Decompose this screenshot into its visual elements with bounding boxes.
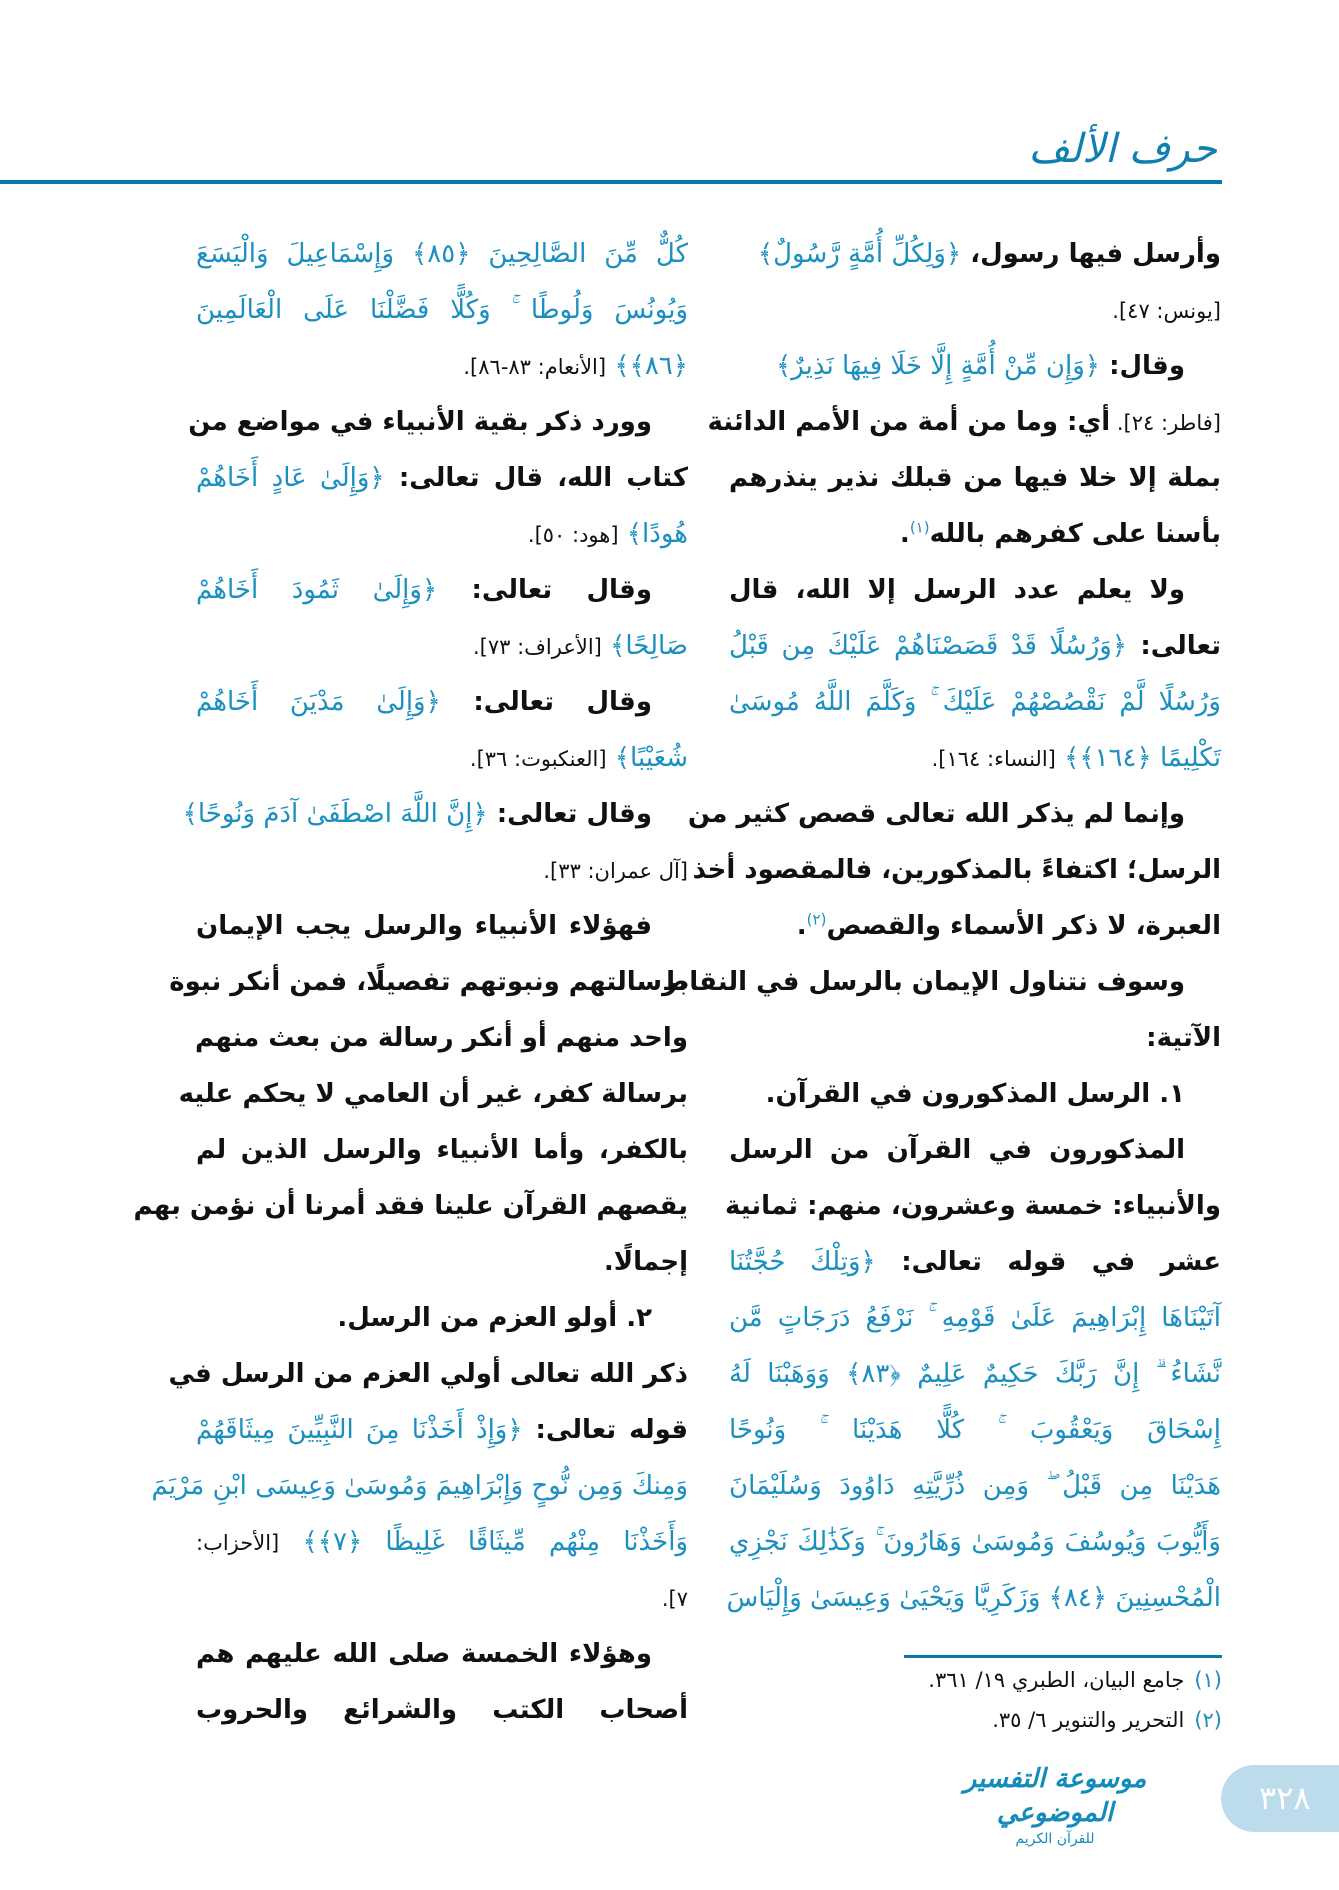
text-line <box>196 1010 688 1066</box>
body-text: بالكفر، وأما الأنبياء والرسل الذين لم <box>196 1135 688 1165</box>
page-number: ٣٢٨ <box>1221 1765 1339 1832</box>
quran-verse: هَدَيْنَا مِن قَبْلُ ۖ وَمِن ذُرِّيَّتِهِ دَاوُودَ وَسُلَيْمَانَ <box>729 1471 1221 1501</box>
verse-reference: [الأعراف: ٧٣]. <box>472 635 602 659</box>
body-text: وقال تعالى: <box>437 575 652 605</box>
quran-verse: وَمِنكَ وَمِن نُّوحٍ وَإِبْرَاهِيمَ وَمُوسَىٰ وَعِيسَى ابْنِ مَرْيَمَ <box>151 1471 688 1501</box>
body-text: ولا يعلم عدد الرسل إلا الله، قال <box>729 575 1185 605</box>
text-line <box>196 1514 688 1570</box>
text-line <box>196 1682 688 1738</box>
quran-verse: ﴿وَإِذْ أَخَذْنَا مِنَ النَّبِيِّينَ مِيثَاقَهُمْ <box>196 1415 523 1445</box>
text-line <box>729 226 1221 282</box>
footnote-2 <box>992 1708 1222 1732</box>
text-line <box>196 1234 688 1290</box>
text-line <box>196 842 688 898</box>
quran-verse: آتَيْنَاهَا إِبْرَاهِيمَ عَلَىٰ قَوْمِهِ ۚ نَرْفَعُ دَرَجَاتٍ مَّن <box>729 1303 1221 1333</box>
body-text: المذكورون في القرآن من الرسل <box>729 1135 1185 1165</box>
text-line <box>196 226 688 282</box>
text-line <box>729 730 1221 786</box>
text-line <box>729 506 1221 562</box>
body-text: الرسل؛ اكتفاءً بالمذكورين، فالمقصود أخذ <box>692 855 1221 885</box>
quran-verse: إِسْحَاقَ وَيَعْقُوبَ ۚ كُلًّا هَدَيْنَا ۚ وَنُوحًا <box>729 1415 1221 1445</box>
body-text: ٢. أولو العزم من الرسل. <box>337 1303 652 1333</box>
quran-verse: ﴿وَإِلَىٰ مَدْيَنَ أَخَاهُمْ <box>196 687 441 717</box>
body-text: برسالة كفر، غير أن العامي لا يحكم عليه <box>178 1079 688 1109</box>
quran-verse: ﴿وَتِلْكَ حُجَّتُنَا <box>729 1247 876 1277</box>
body-text: يقصهم القرآن علينا فقد أمرنا أن نؤمن بهم <box>133 1191 688 1221</box>
quran-verse: ﴿وَإِن مِّنْ أُمَّةٍ إِلَّا خَلَا فِيهَا نَذِيرٌ﴾ <box>776 351 1101 381</box>
quran-verse: نَّشَاءُ ۗ إِنَّ رَبَّكَ حَكِيمٌ عَلِيمٌ ﴿٨٣﴾ وَوَهَبْنَا لَهُ <box>729 1359 1222 1389</box>
body-text: ١. الرسل المذكورون في القرآن. <box>765 1079 1185 1109</box>
text-line <box>729 1234 1221 1290</box>
chapter-title: حرف الألف <box>1028 126 1217 172</box>
text-line <box>196 282 688 338</box>
verse-reference: [فاطر: ٢٤]. <box>1110 411 1221 435</box>
text-line <box>182 786 688 842</box>
quran-verse: ﴿وَإِلَىٰ عَادٍ أَخَاهُمْ <box>196 463 385 493</box>
body-text: عشر في قوله تعالى: <box>875 1247 1221 1277</box>
body-text: واحد منهم أو أنكر رسالة من بعث منهم <box>194 1023 688 1053</box>
footnote-text: جامع البيان، الطبري ١٩/ ٣٦١. <box>928 1668 1185 1692</box>
header-divider <box>0 180 1222 184</box>
quran-verse: وَأَخَذْنَا مِنْهُم مِّيثَاقًا غَلِيظًا ﴿٧﴾﴾ <box>279 1527 689 1557</box>
quran-verse: وَيُونُسَ وَلُوطًا ۚ وَكُلًّا فَضَّلْنَا عَلَى الْعَالَمِينَ <box>196 295 688 325</box>
body-text: تعالى: <box>1127 631 1221 661</box>
logo-subtitle: للقرآن الكريم <box>1015 1831 1095 1847</box>
quran-verse: هُودًا﴾ <box>618 519 688 549</box>
quran-verse: الْمُحْسِنِينَ ﴿٨٤﴾ وَزَكَرِيَّا وَيَحْيَىٰ وَعِيسَىٰ وَإِلْيَاسَ <box>726 1583 1221 1613</box>
text-line <box>196 338 688 394</box>
body-text: إجمالًا. <box>603 1247 688 1277</box>
footnote-number: (٢) <box>1194 1708 1222 1732</box>
text-line <box>662 954 1221 1010</box>
body-text: فهؤلاء الأنبياء والرسل يجب الإيمان <box>196 911 652 941</box>
footnote-marker: (١) <box>909 518 930 537</box>
text-line <box>729 282 1221 338</box>
footnote-separator <box>904 1655 1222 1658</box>
text-line <box>196 562 688 618</box>
text-line <box>729 674 1221 730</box>
quran-verse: ﴿٨٦﴾﴾ <box>606 351 688 381</box>
quran-verse: ﴿إِنَّ اللَّهَ اصْطَفَىٰ آدَمَ وَنُوحًا﴾ <box>182 799 488 829</box>
body-text: وقال تعالى: <box>487 799 652 829</box>
text-line <box>729 338 1221 394</box>
verse-reference: ٧]. <box>661 1587 688 1611</box>
text-line <box>729 1010 1221 1066</box>
body-text: بأسنا على كفرهم بالله <box>929 519 1221 549</box>
quran-verse: وَرُسُلًا لَّمْ نَقْصُصْهُمْ عَلَيْكَ ۚ وَكَلَّمَ اللَّهُ مُوسَىٰ <box>729 687 1221 717</box>
body-text: وإنما لم يذكر الله تعالى قصص كثير من <box>687 799 1185 829</box>
text-line <box>196 1122 688 1178</box>
quran-verse: صَالِحًا﴾ <box>601 631 688 661</box>
text-line <box>196 674 688 730</box>
body-text: برسالتهم ونبوتهم تفصيلًا، فمن أنكر نبوة <box>169 967 688 997</box>
text-line <box>729 898 1221 954</box>
text-line <box>196 898 688 954</box>
footnote-text: التحرير والتنوير ٦/ ٣٥. <box>992 1708 1185 1732</box>
text-line <box>729 1066 1221 1122</box>
body-text: والأنبياء: خمسة وعشرون، منهم: ثمانية <box>724 1191 1221 1221</box>
text-line <box>729 1122 1221 1178</box>
text-line <box>196 1290 688 1346</box>
footnote-marker: (٢) <box>806 910 827 929</box>
body-text: وقال تعالى: <box>440 687 652 717</box>
text-line <box>196 506 688 562</box>
text-line <box>707 394 1221 450</box>
encyclopedia-logo <box>934 1762 1176 1848</box>
body-text: وسوف نتناول الإيمان بالرسل في النقاط <box>662 967 1185 997</box>
quran-verse: تَكْلِيمًا ﴿١٦٤﴾﴾ <box>1055 743 1221 773</box>
verse-reference: [الأحزاب: <box>196 1531 280 1555</box>
text-line <box>724 1178 1221 1234</box>
verse-reference: [الأنعام: ٨٣-٨٦]. <box>463 355 607 379</box>
verse-reference: [النساء: ١٦٤]. <box>931 747 1056 771</box>
verse-reference: [يونس: ٤٧]. <box>1112 299 1221 323</box>
body-text: أصحاب الكتب والشرائع والحروب <box>196 1695 688 1725</box>
text-line <box>729 1290 1221 1346</box>
text-line <box>729 562 1221 618</box>
verse-reference: [هود: ٥٠]. <box>527 523 619 547</box>
text-line <box>168 1346 688 1402</box>
text-line <box>133 1178 688 1234</box>
right-text-column <box>662 226 1222 1626</box>
text-line <box>196 450 688 506</box>
text-line <box>729 1402 1221 1458</box>
quran-verse: ﴿وَرُسُلًا قَدْ قَصَصْنَاهُمْ عَلَيْكَ مِن قَبْلُ <box>729 631 1128 661</box>
body-text: وهؤلاء الخمسة صلى الله عليهم هم <box>196 1639 652 1669</box>
text-line <box>692 842 1221 898</box>
body-text: كتاب الله، قال تعالى: <box>384 463 688 493</box>
body-text: وورد ذكر بقية الأنبياء في مواضع من <box>188 407 652 437</box>
quran-verse: كُلٌّ مِّنَ الصَّالِحِينَ ﴿٨٥﴾ وَإِسْمَاعِيلَ وَالْيَسَعَ <box>196 239 688 269</box>
quran-verse: ﴿وَإِلَىٰ ثَمُودَ أَخَاهُمْ <box>196 575 438 605</box>
quran-verse: وَأَيُّوبَ وَيُوسُفَ وَمُوسَىٰ وَهَارُونَ ۚ وَكَذَٰلِكَ نَجْزِي <box>729 1527 1221 1557</box>
text-line <box>196 730 688 786</box>
verse-reference: [آل عمران: ٣٣]. <box>543 859 688 883</box>
body-text: ذكر الله تعالى أولي العزم من الرسل في <box>168 1359 688 1389</box>
quran-verse: شُعَيْبًا﴾ <box>606 743 688 773</box>
body-text: قوله تعالى: <box>522 1415 688 1445</box>
text-line <box>151 1458 688 1514</box>
body-text: أي: وما من أمة من الأمم الدائنة <box>707 407 1111 437</box>
text-line <box>687 786 1221 842</box>
body-text: . <box>796 911 807 941</box>
left-text-column <box>133 226 689 1738</box>
body-text: الآتية: <box>1146 1023 1221 1053</box>
text-line <box>196 618 688 674</box>
body-text: وقال: <box>1100 351 1185 381</box>
text-line <box>196 1570 688 1626</box>
footnote-number: (١) <box>1194 1668 1222 1692</box>
text-line <box>726 1570 1221 1626</box>
logo-title: موسوعة التفسير الموضوعي <box>963 1764 1147 1828</box>
text-line <box>729 1514 1221 1570</box>
verse-reference: [العنكبوت: ٣٦]. <box>469 747 607 771</box>
text-line <box>196 1402 688 1458</box>
text-line <box>729 1346 1221 1402</box>
text-line <box>729 618 1221 674</box>
body-text: العبرة، لا ذكر الأسماء والقصص <box>826 911 1221 941</box>
text-line <box>729 1458 1221 1514</box>
text-line <box>729 450 1221 506</box>
text-line <box>178 1066 688 1122</box>
body-text: وأرسل فيها رسول، <box>961 239 1221 269</box>
footnote-1 <box>928 1668 1222 1692</box>
body-text: بملة إلا خلا فيها من قبلك نذير ينذرهم <box>729 463 1221 493</box>
body-text: . <box>899 519 910 549</box>
text-line <box>196 1626 688 1682</box>
quran-verse: ﴿وَلِكُلِّ أُمَّةٍ رَّسُولٌ﴾ <box>757 239 962 269</box>
text-line <box>188 394 688 450</box>
text-line <box>169 954 688 1010</box>
